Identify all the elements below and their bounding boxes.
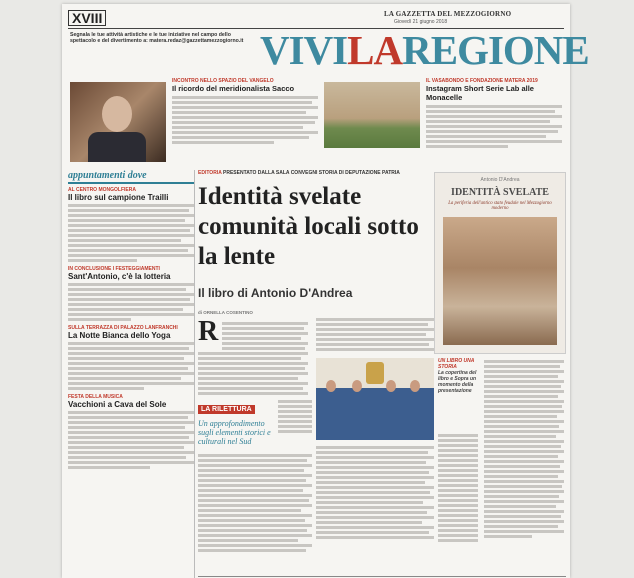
sidebar-item-body xyxy=(68,204,194,262)
sidebar-item-body xyxy=(68,342,194,390)
sidebar-item-kicker: SULLA TERRAZZA DI PALAZZO LANFRANCHI xyxy=(68,325,178,331)
band-article-2 xyxy=(426,78,562,166)
newspaper-page xyxy=(62,4,589,578)
band-kicker-2: IL VASABONDO E FONDAZIONE MATERA 2019 xyxy=(426,78,538,84)
sidebar-item xyxy=(68,394,194,469)
drop-cap: R xyxy=(198,316,219,347)
band-body-2 xyxy=(426,105,562,148)
sidebar-item-head: Sant'Antonio, c'è la lotteria xyxy=(68,272,171,281)
sidebar-item-head: La Notte Bianca dello Yoga xyxy=(68,331,171,340)
article-column-2-top xyxy=(316,316,434,353)
main-article xyxy=(198,170,566,578)
section-title-highlight: LA xyxy=(347,27,403,73)
monastery-photo xyxy=(324,82,420,148)
book-author: Antonio D'Andrea xyxy=(480,177,520,183)
article-column-1-top xyxy=(222,320,308,352)
rilettura-box xyxy=(198,398,276,446)
article-column-1c xyxy=(198,452,312,554)
band-kicker-1: INCONTRO NELLO SPAZIO DEL VANGELO xyxy=(172,78,274,84)
book-cover-image xyxy=(443,217,557,345)
sidebar-item xyxy=(68,187,194,262)
section-title-prefix: VIVI xyxy=(260,27,348,73)
story-caption-box xyxy=(438,358,478,394)
sidebar-item-head: Il libro sul campione Trailli xyxy=(68,193,169,202)
sidebar-item-body xyxy=(68,411,194,469)
main-kicker-red: EDITORIA xyxy=(198,170,222,176)
sidebar-appointments xyxy=(68,170,195,578)
page-number: XVIII xyxy=(68,10,106,26)
article-column-3 xyxy=(438,432,478,544)
article-column-2 xyxy=(316,444,434,541)
band-article-1 xyxy=(172,78,318,166)
article-column-1b xyxy=(278,398,312,435)
bottom-rule xyxy=(198,576,566,577)
story-caption-red: UN LIBRO UNA STORIA xyxy=(438,358,475,370)
book-subtitle: La periferia dell'antico stato feudale nel Mezzogiorno moderno xyxy=(448,201,552,211)
section-title xyxy=(260,28,589,72)
presentation-photo xyxy=(316,358,434,440)
sidebar-item xyxy=(68,266,194,321)
band-head-1: Il ricordo del meridionalista Sacco xyxy=(172,84,295,93)
article-column-4 xyxy=(484,358,564,540)
rilettura-label: LA RILETTURA xyxy=(198,405,255,414)
masthead: LA GAZZETTA DEL MEZZOGIORNO xyxy=(384,10,512,18)
sidebar-item-kicker: FESTA DELLA MUSICA xyxy=(68,394,123,400)
main-subhead: Il libro di Antonio D'Andrea xyxy=(198,286,353,300)
sidebar-heading: appuntamenti dove xyxy=(68,170,194,184)
book-cover xyxy=(434,172,566,354)
article-column-1 xyxy=(198,350,308,397)
band-body-1 xyxy=(172,96,318,144)
band-head-2: Instagram Short Serie Lab alle Monacelle xyxy=(426,84,534,102)
sidebar-item-kicker: AL CENTRO MONGOLFIERA xyxy=(68,187,136,193)
section-intro: Segnala le tue attività artistiche e le tue iniziative nel campo dello spettacolo e del divertimento a: matera.redaz@gazzettamezzogiorno.it xyxy=(70,32,244,45)
rilettura-text: Un approfondimento sugli elementi storici e culturali nel Sud xyxy=(198,419,271,446)
top-band xyxy=(70,78,564,166)
book-title: IDENTITÀ SVELATE xyxy=(451,187,549,198)
sidebar-item xyxy=(68,325,194,390)
sidebar-item-kicker: IN CONCLUSIONE I FESTEGGIAMENTI xyxy=(68,266,160,272)
portrait-photo xyxy=(70,82,166,162)
main-headline: Identità svelate comunità locali sotto la lente xyxy=(198,183,419,270)
sidebar-item-head: Vacchioni a Cava del Sole xyxy=(68,400,167,409)
main-kicker-rest: PRESENTATO DALLA SALA CONVEGNI STORIA DI DEPUTAZIONE PATRIA xyxy=(223,170,400,176)
section-title-suffix: REGIONE xyxy=(402,27,589,73)
main-kicker xyxy=(198,170,400,176)
article-byline: di ORNELLA COSENTINO xyxy=(198,310,253,315)
story-caption-text: La copertina del libro e Sopra un momento della presentazione xyxy=(438,370,477,394)
sidebar-item-body xyxy=(68,283,194,321)
masthead-date: Giovedì 21 giugno 2018 xyxy=(394,19,448,25)
